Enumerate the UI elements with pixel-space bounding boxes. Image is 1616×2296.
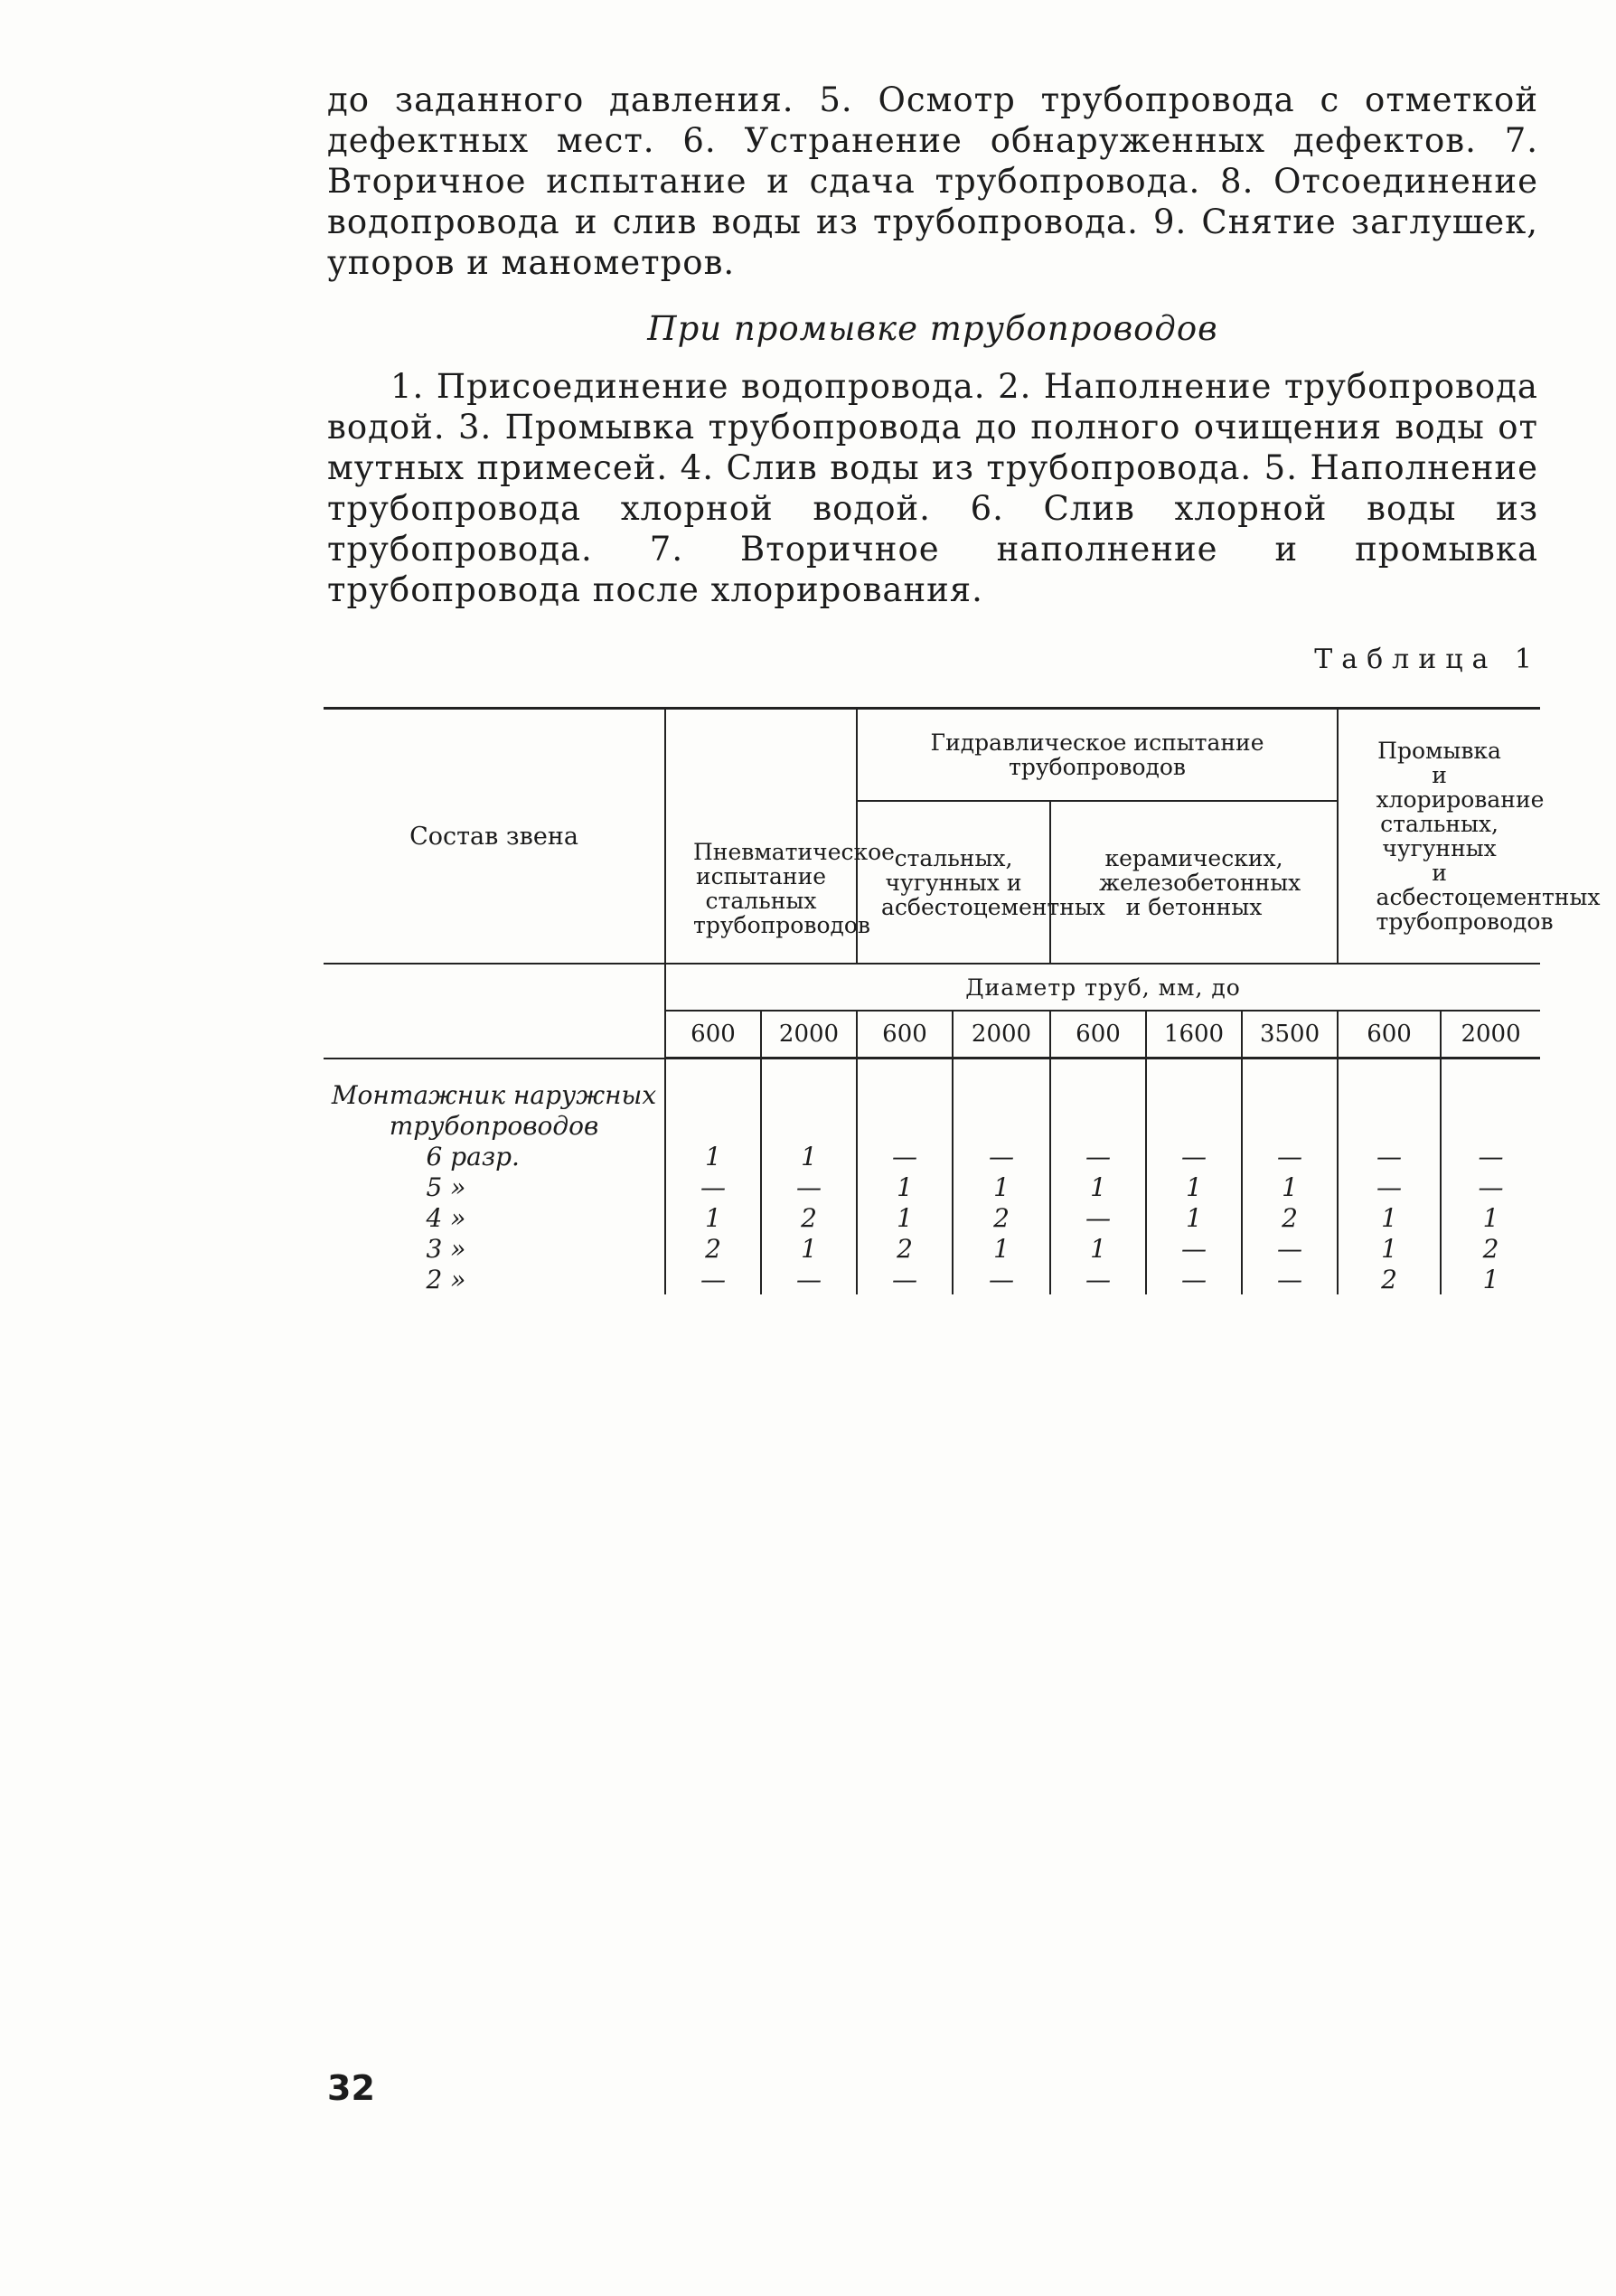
pneumatic-header — [665, 709, 895, 965]
table-cell: — — [857, 1264, 953, 1294]
table-cell: 1 — [1338, 1202, 1441, 1233]
table-cell: — — [1146, 1233, 1242, 1264]
table-cell: 1 — [761, 1141, 857, 1172]
table-row — [324, 1172, 1540, 1202]
body-paragraph-2: 1. Присоединение водопровода. 2. Наполнение трубопровода водой. 3. Промывка трубопровода до полного очищения воды от мутных примесей. 4. Слив воды из трубопровода. 5. Наполнение трубопровода хлорной водой. 6. Слив хлорной воды из трубопровода. 7. Вторичное наполнение и промывка трубопровода после хлорирования. — [327, 367, 1538, 609]
pneumatic-header-text: Пневматическое испытание стальных трубопроводов — [693, 838, 895, 938]
table-cell: — — [665, 1172, 761, 1202]
row-label-text: 2 » — [426, 1264, 466, 1294]
group-label-line2: трубопроводов — [389, 1110, 599, 1141]
table-cell: 2 — [1441, 1233, 1540, 1264]
table-cell: 2 — [953, 1202, 1050, 1233]
table-cell: 2 — [857, 1233, 953, 1264]
row-label — [324, 1233, 665, 1264]
table-cell: — — [1146, 1264, 1242, 1294]
table-cell: — — [1050, 1141, 1146, 1172]
row-label-text: 5 » — [426, 1172, 466, 1202]
table-cell: 1 — [953, 1172, 1050, 1202]
corner-header-lower — [324, 964, 665, 1059]
table-cell: 1 — [857, 1172, 953, 1202]
table-row — [324, 1202, 1540, 1233]
table-cell: — — [857, 1141, 953, 1172]
table-cell: — — [953, 1264, 1050, 1294]
table-row — [324, 1233, 1540, 1264]
page-number: 32 — [327, 2068, 375, 2108]
table-body — [324, 1141, 1540, 1294]
table-cell: — — [1242, 1264, 1338, 1294]
table-cell: 1 — [857, 1202, 953, 1233]
hydraulic-steel-subheader-text: стальных, чугунных и асбестоцементных — [881, 844, 1105, 920]
row-label — [324, 1202, 665, 1233]
row-label-text: 3 » — [426, 1233, 466, 1264]
table-row — [324, 1141, 1540, 1172]
table-row — [324, 1264, 1540, 1294]
diameter-cell: 3500 — [1242, 1011, 1338, 1059]
body-paragraph-1: до заданного давления. 5. Осмотр трубопровода с отметкой дефектных мест. 6. Устранение обнаруженных дефектов. 7. Вторичное испытание и сдача трубопровода. 8. Отсоединение водопровода и слив воды из трубопровода. 9. Снятие заглушек, упоров и манометров. — [327, 80, 1538, 282]
diameter-cell: 600 — [665, 1011, 761, 1059]
table-cell: — — [1242, 1141, 1338, 1172]
table-cell: — — [761, 1264, 857, 1294]
flushing-header-text: Промывка и хлорирование стальных, чугунных и асбестоцементных трубопроводов — [1376, 738, 1601, 935]
table-cell: — — [953, 1141, 1050, 1172]
hydraulic-header-text: Гидравлическое испытание трубопроводов — [930, 729, 1264, 780]
row-label-text: 4 » — [426, 1202, 466, 1233]
diameter-cell: 600 — [1338, 1011, 1441, 1059]
table-cell: 1 — [953, 1233, 1050, 1264]
corner-header: Состав звена — [324, 709, 665, 965]
diameter-cell: 2000 — [953, 1011, 1050, 1059]
table-cell: — — [1338, 1172, 1441, 1202]
table-cell: 1 — [665, 1202, 761, 1233]
table-cell: 1 — [1050, 1233, 1146, 1264]
hydraulic-steel-subheader — [857, 801, 1105, 964]
row-label — [324, 1264, 665, 1294]
table-cell: 1 — [1146, 1172, 1242, 1202]
table-cell: — — [1441, 1172, 1540, 1202]
group-label-line1: Монтажник наружных — [331, 1079, 657, 1110]
table-cell: 1 — [1441, 1264, 1540, 1294]
table-cell: 1 — [1338, 1233, 1441, 1264]
hydraulic-header — [857, 709, 1338, 802]
hydraulic-ceramic-subheader — [1050, 801, 1338, 964]
table-cell: 2 — [1242, 1202, 1338, 1233]
crew-composition-table — [324, 707, 1601, 1294]
diameter-cell: 2000 — [761, 1011, 857, 1059]
table-cell: — — [665, 1264, 761, 1294]
table-cell: 1 — [665, 1141, 761, 1172]
table-cell: — — [1338, 1141, 1441, 1172]
row-label — [324, 1141, 665, 1172]
table-cell: 1 — [1146, 1202, 1242, 1233]
table-cell: 1 — [761, 1233, 857, 1264]
diameter-cell: 1600 — [1146, 1011, 1242, 1059]
table-cell: — — [1441, 1141, 1540, 1172]
table-cell: 2 — [761, 1202, 857, 1233]
table-cell: 2 — [1338, 1264, 1441, 1294]
table-cell: — — [1050, 1202, 1146, 1233]
diameter-cell: 2000 — [1441, 1011, 1540, 1059]
flushing-header — [1338, 709, 1601, 965]
row-label-text: 6 разр. — [426, 1141, 520, 1172]
table-cell: — — [1050, 1264, 1146, 1294]
table-cell: — — [761, 1172, 857, 1202]
table-cell: 1 — [1441, 1202, 1540, 1233]
section-heading: При промывке трубопроводов — [647, 309, 1218, 348]
table-cell: 2 — [665, 1233, 761, 1264]
hydraulic-ceramic-subheader-text: керамических, железобетонных и бетонных — [1099, 844, 1301, 920]
table-cell: 1 — [1050, 1172, 1146, 1202]
table-cell: — — [1146, 1141, 1242, 1172]
diameter-header: Диаметр труб, мм, до — [665, 964, 1540, 1011]
diameter-cell: 600 — [857, 1011, 953, 1059]
table-cell: 1 — [1242, 1172, 1338, 1202]
row-label — [324, 1172, 665, 1202]
table-caption: Таблица 1 — [1314, 644, 1541, 675]
diameter-cell: 600 — [1050, 1011, 1146, 1059]
table-cell: — — [1242, 1233, 1338, 1264]
